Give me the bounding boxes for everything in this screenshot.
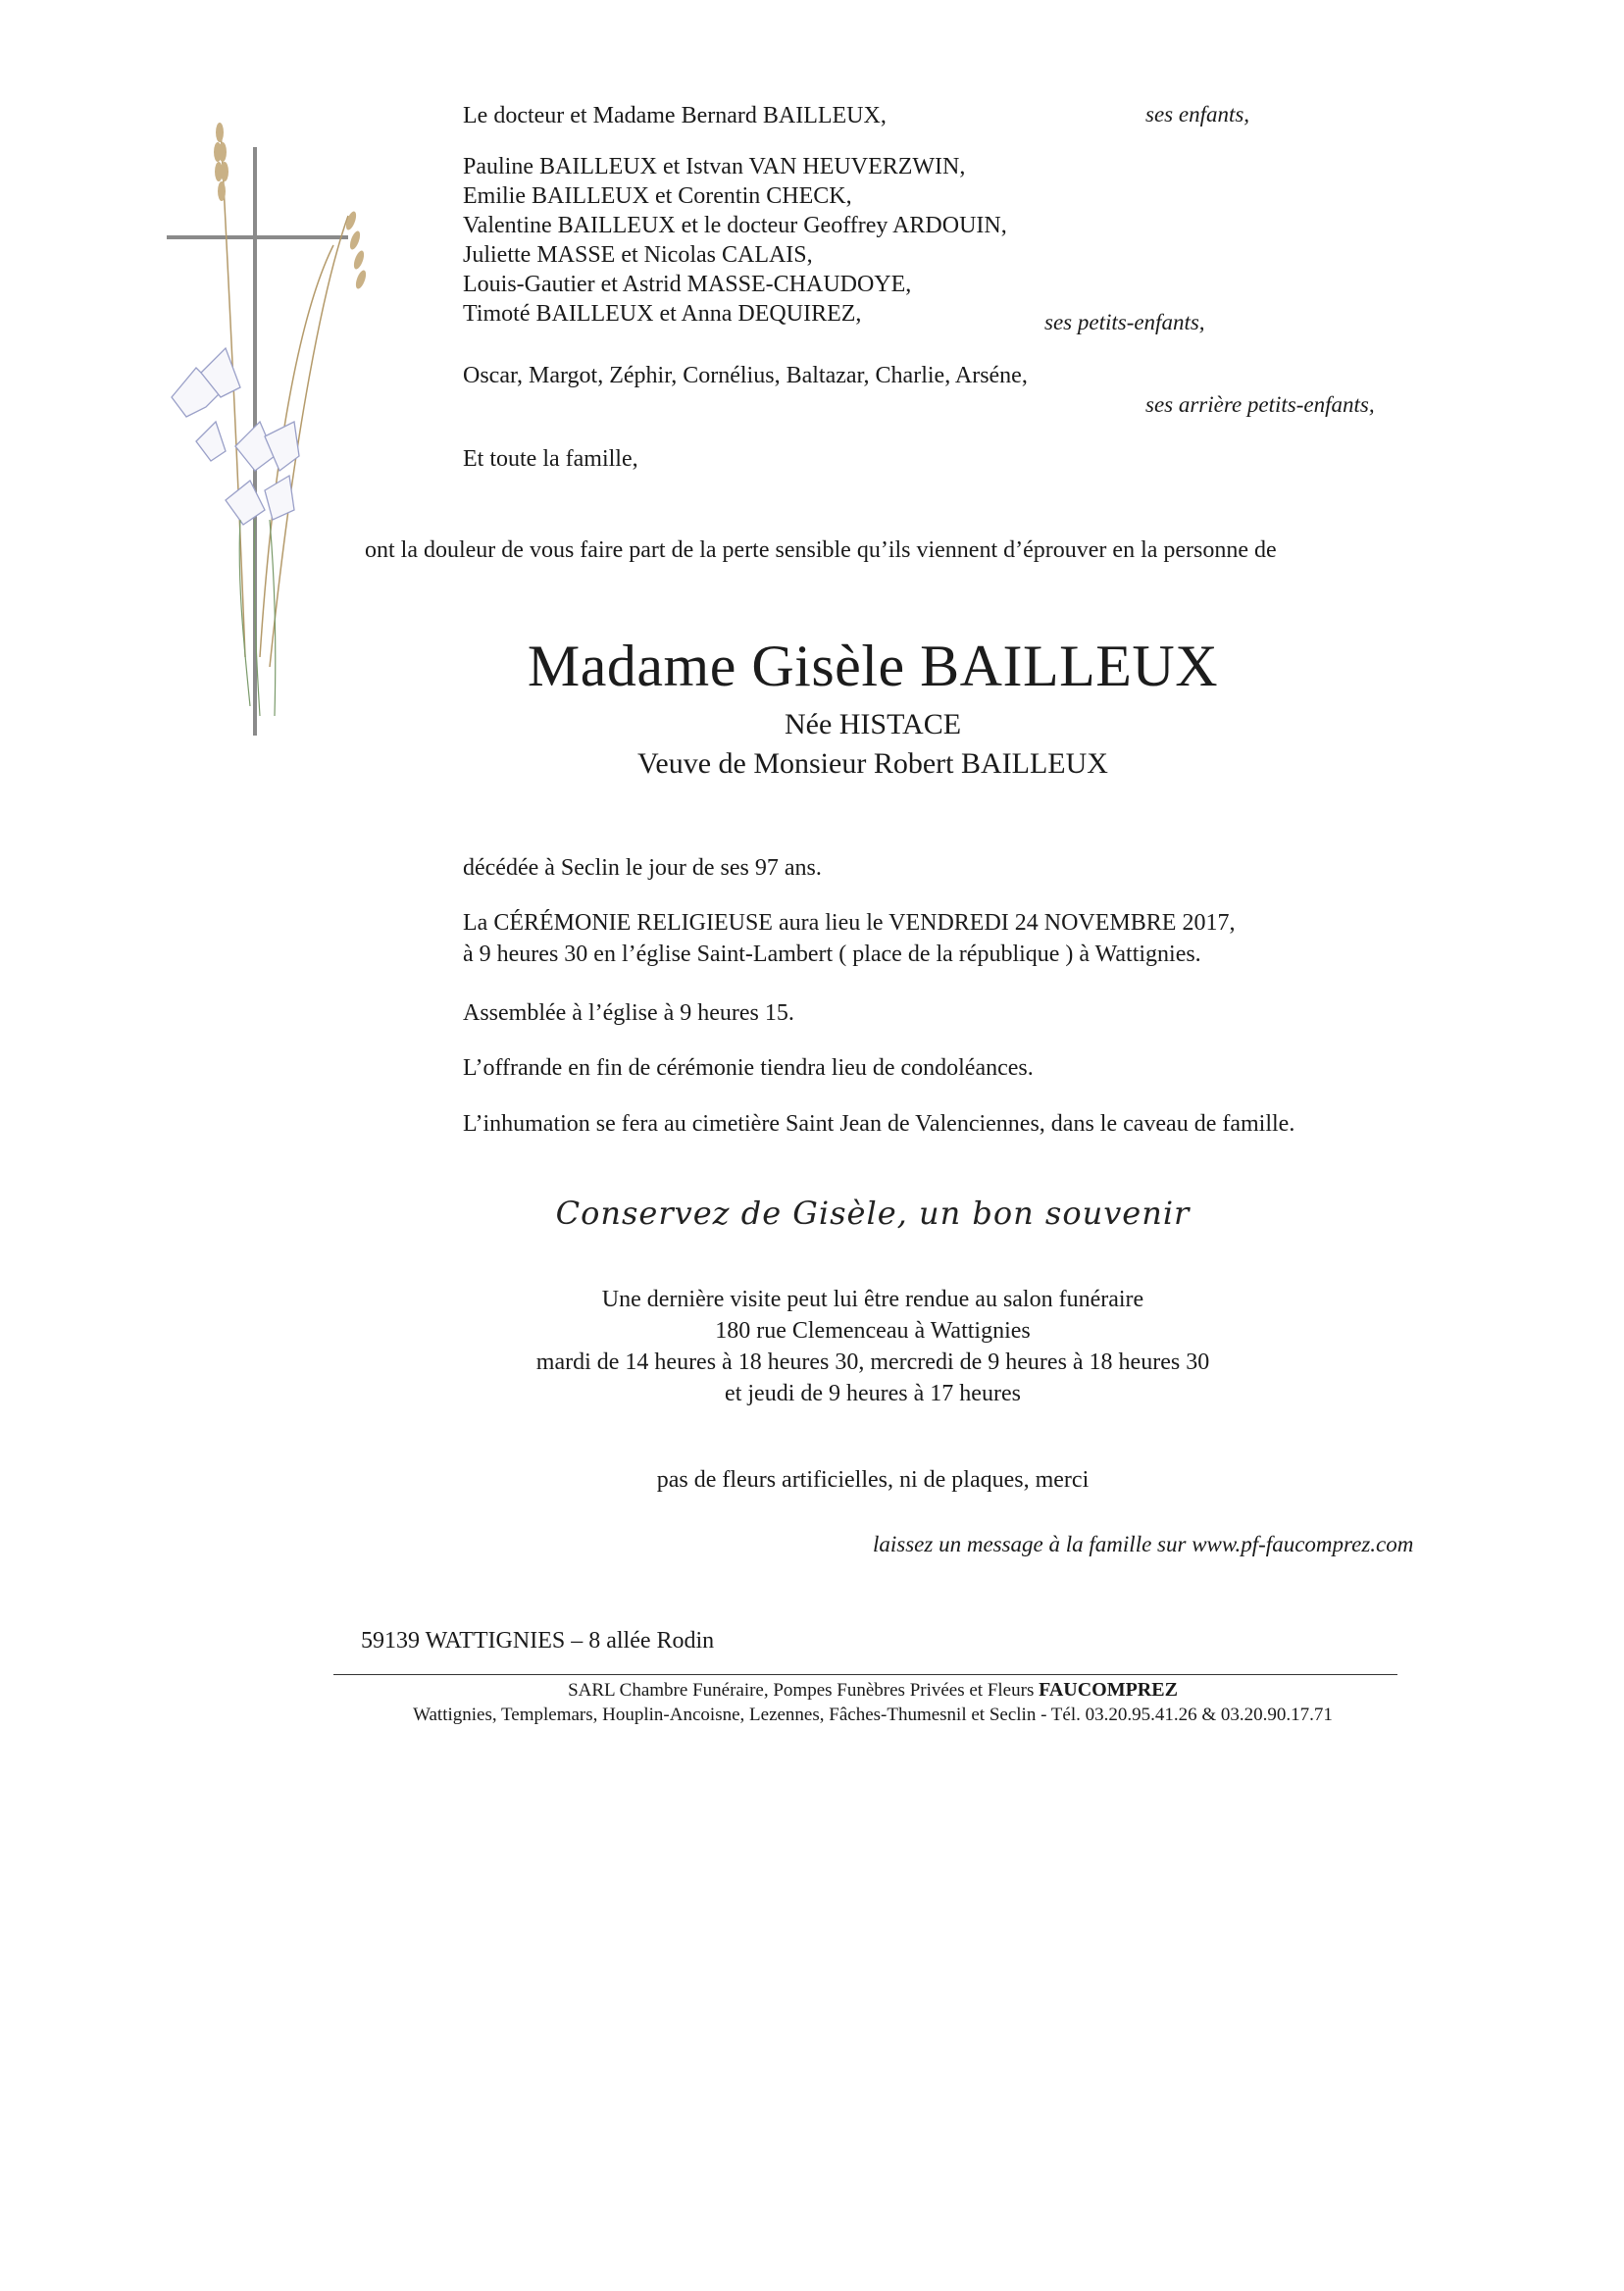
- announcement-line: ont la douleur de vous faire part de la perte sensible qu’ils viennent d’éprouver en la personne de: [365, 537, 1277, 563]
- assembly-line: Assemblée à l’église à 9 heures 15.: [463, 1000, 794, 1026]
- footer-locations: Wattignies, Templemars, Houplin-Ancoisne, Lezennes, Fâches-Thumesnil et Seclin - Tél. 03.20.95.41.26 & 03.20.90.17.71: [413, 1705, 1333, 1725]
- wheat-ear-right: [344, 210, 368, 290]
- death-line: décédée à Seclin le jour de ses 97 ans.: [463, 855, 822, 881]
- deceased-name: Madame Gisèle BAILLEUX: [527, 634, 1219, 698]
- visit-line-4: et jeudi de 9 heures à 17 heures: [725, 1381, 1021, 1406]
- grandchild-line-6: Timoté BAILLEUX et Anna DEQUIREZ,: [463, 301, 862, 327]
- offering-line: L’offrande en fin de cérémonie tiendra lieu de condoléances.: [463, 1055, 1034, 1081]
- whole-family-line: Et toute la famille,: [463, 446, 638, 472]
- ceremony-line-2: à 9 heures 30 en l’église Saint-Lambert ( place de la république ) à Wattignies.: [463, 942, 1201, 967]
- visit-line-2: 180 rue Clemenceau à Wattignies: [715, 1318, 1031, 1344]
- grandchild-line-1: Pauline BAILLEUX et Istvan VAN HEUVERZWIN,: [463, 154, 966, 179]
- footer-divider: [333, 1674, 1397, 1675]
- footer-company-line: [324, 1679, 1422, 1702]
- deceased-nee: Née HISTACE: [784, 708, 962, 740]
- script-remembrance: Conservez de Gisèle, un bon souvenir: [555, 1195, 1191, 1232]
- deceased-widow: Veuve de Monsieur Robert BAILLEUX: [637, 747, 1108, 780]
- flowers-note: pas de fleurs artificielles, ni de plaques, merci: [656, 1467, 1090, 1493]
- great-grandchildren-line: Oscar, Margot, Zéphir, Cornélius, Baltazar, Charlie, Arséne,: [463, 363, 1028, 388]
- cross-horizontal-bar: [167, 235, 348, 239]
- burial-line: L’inhumation se fera au cimetière Saint Jean de Valenciennes, dans le caveau de famille.: [463, 1111, 1295, 1137]
- ceremony-line-1: La CÉRÉMONIE RELIGIEUSE aura lieu le VENDREDI 24 NOVEMBRE 2017,: [463, 910, 1236, 936]
- address-line: 59139 WATTIGNIES – 8 allée Rodin: [361, 1628, 715, 1654]
- message-note: laissez un message à la famille sur www.pf-faucomprez.com: [873, 1532, 1414, 1556]
- children-line: Le docteur et Madame Bernard BAILLEUX,: [463, 103, 887, 128]
- grandchild-line-5: Louis-Gautier et Astrid MASSE-CHAUDOYE,: [463, 272, 912, 297]
- footer-company-prefix: SARL Chambre Funéraire, Pompes Funèbres Privées et Fleurs: [568, 1680, 1035, 1701]
- grandchild-line-4: Juliette MASSE et Nicolas CALAIS,: [463, 242, 813, 268]
- great-grandchildren-role: ses arrière petits-enfants,: [1145, 392, 1375, 417]
- wheat-ear-left: [214, 123, 228, 201]
- grandchildren-role: ses petits-enfants,: [1044, 310, 1205, 334]
- grandchild-line-2: Emilie BAILLEUX et Corentin CHECK,: [463, 183, 852, 209]
- grandchild-line-3: Valentine BAILLEUX et le docteur Geoffrey ARDOUIN,: [463, 213, 1007, 238]
- visit-line-1: Une dernière visite peut lui être rendue au salon funéraire: [601, 1287, 1144, 1312]
- footer-company-name: FAUCOMPREZ: [1039, 1679, 1178, 1701]
- children-role: ses enfants,: [1145, 102, 1250, 127]
- lily-stems: [239, 520, 276, 716]
- visit-line-3: mardi de 14 heures à 18 heures 30, mercredi de 9 heures à 18 heures 30: [535, 1349, 1210, 1375]
